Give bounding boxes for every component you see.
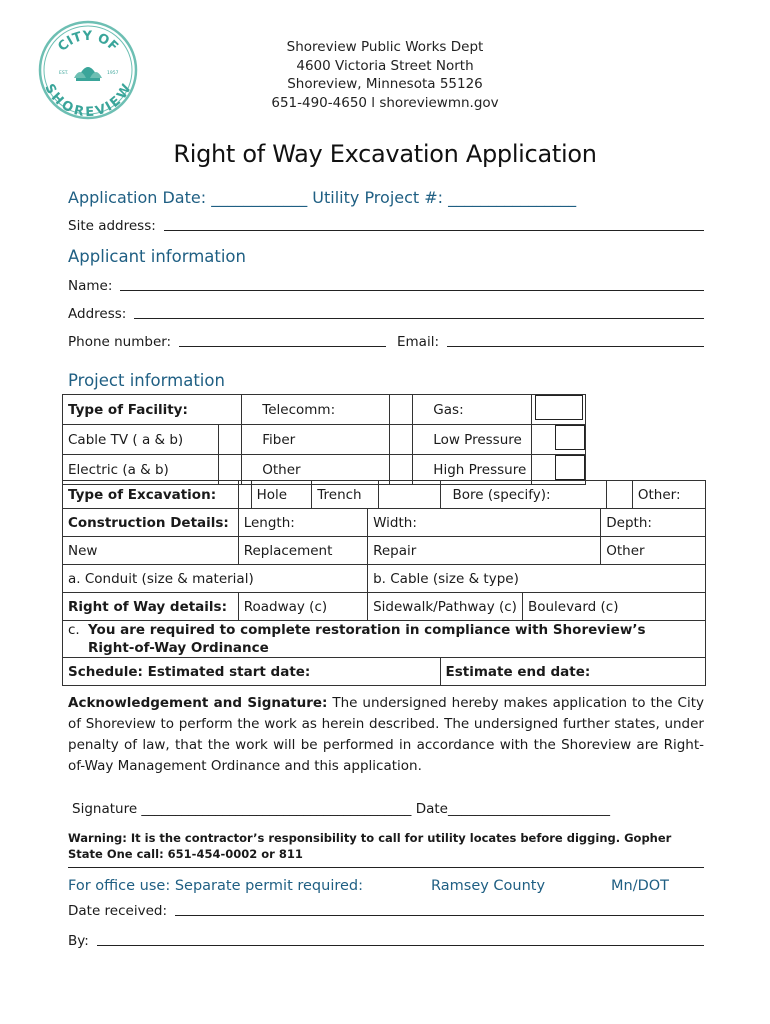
new-option[interactable]: New xyxy=(63,537,239,565)
email-row xyxy=(397,334,704,350)
gas-label: Gas: xyxy=(413,395,532,425)
ramsey-county-option[interactable]: Ramsey County xyxy=(431,878,546,894)
other-excavation-label[interactable]: Other: xyxy=(632,481,705,509)
hole-label: Hole xyxy=(251,481,312,509)
depth-field[interactable]: Depth: xyxy=(601,509,706,537)
construction-label: Construction Details: xyxy=(63,509,239,537)
street-address: 4600 Victoria Street North xyxy=(296,57,474,74)
schedule-start[interactable]: Schedule: Estimated start date: xyxy=(63,658,441,686)
seal-year: 1957 xyxy=(107,71,119,76)
facility-label: Type of Facility: xyxy=(63,395,242,425)
address-label: Address: xyxy=(68,306,127,322)
phone-row xyxy=(68,334,386,350)
low-pressure-checkbox[interactable] xyxy=(555,425,585,450)
width-field[interactable]: Width: xyxy=(368,509,601,537)
other-construction-option[interactable]: Other xyxy=(601,537,706,565)
fiber-checkbox[interactable] xyxy=(390,425,413,455)
form-title: Right of Way Excavation Application xyxy=(173,140,597,168)
trench-label: Trench xyxy=(312,481,379,509)
address-row xyxy=(68,306,704,322)
mndot-option[interactable]: Mn/DOT xyxy=(611,878,670,894)
high-pressure-checkbox[interactable] xyxy=(555,455,585,480)
name-label: Name: xyxy=(68,278,113,294)
table-row xyxy=(63,621,706,658)
cable-tv-label: Cable TV ( a & b) xyxy=(63,425,219,455)
fiber-label: Fiber xyxy=(242,425,390,455)
excavation-label: Type of Excavation: xyxy=(63,481,239,509)
table-row xyxy=(63,593,706,621)
warning-text: Warning: It is the contractor’s responsibility to call for utility locates before digging. Gopher State One call: 651-454-0002 or 811 xyxy=(68,831,672,861)
hole-checkbox[interactable] xyxy=(238,481,251,509)
table-row xyxy=(63,565,706,593)
sidewalk-option[interactable]: Sidewalk/Pathway (c) xyxy=(368,593,523,621)
seal-est: EST. xyxy=(59,71,69,76)
replacement-option[interactable]: Replacement xyxy=(238,537,367,565)
seal-bottom-text: SHOREVIEW xyxy=(41,81,135,120)
low-pressure-label: Low Pressure xyxy=(413,425,532,455)
phone-label: Phone number: xyxy=(68,334,172,350)
roadway-option[interactable]: Roadway (c) xyxy=(238,593,367,621)
table-row xyxy=(63,395,586,425)
table-row xyxy=(63,425,586,455)
conduit-field[interactable]: a. Conduit (size & material) xyxy=(63,565,368,593)
boulevard-option[interactable]: Boulevard (c) xyxy=(522,593,705,621)
details-table xyxy=(62,480,706,686)
acknowledgement-block xyxy=(68,693,704,777)
table-row xyxy=(63,509,706,537)
cable-field[interactable]: b. Cable (size & type) xyxy=(368,565,706,593)
department-header xyxy=(230,38,540,112)
date-received-row xyxy=(68,903,704,919)
high-pressure-label: High Pressure xyxy=(413,455,532,485)
gas-checkbox[interactable] xyxy=(535,395,583,420)
restoration-prefix: c. xyxy=(68,622,80,638)
city-state-zip: Shoreview, Minnesota 55126 xyxy=(287,76,483,92)
repair-option[interactable]: Repair xyxy=(368,537,601,565)
email-label: Email: xyxy=(397,334,440,350)
right-of-way-label: Right of Way details: xyxy=(63,593,239,621)
table-row xyxy=(63,658,706,686)
application-date-project-line[interactable]: Application Date: ____________ Utility Project #: ________________ xyxy=(68,188,577,207)
by-label: By: xyxy=(68,933,89,949)
phone-field[interactable] xyxy=(179,345,386,347)
date-received-label: Date received: xyxy=(68,903,168,919)
email-field[interactable] xyxy=(447,345,704,347)
office-use-label: For office use: Separate permit required: xyxy=(68,878,364,894)
other-facility-label: Other xyxy=(242,455,390,485)
signature-date-line[interactable]: Signature ________________________________________ Date________________________ xyxy=(72,801,610,817)
bore-checkbox[interactable] xyxy=(607,481,633,509)
site-address-label: Site address: xyxy=(68,218,156,234)
name-row xyxy=(68,278,704,294)
divider xyxy=(68,867,704,868)
restoration-note xyxy=(63,621,706,658)
acknowledgement-heading: Acknowledgement and Signature: xyxy=(68,695,328,711)
telecomm-checkbox[interactable] xyxy=(390,395,413,425)
org-name: Shoreview Public Works Dept xyxy=(286,39,484,55)
length-field[interactable]: Length: xyxy=(238,509,367,537)
by-field[interactable] xyxy=(97,944,704,946)
date-received-field[interactable] xyxy=(175,914,704,916)
site-address-row xyxy=(68,218,704,234)
project-heading: Project information xyxy=(68,371,225,390)
site-address-field[interactable] xyxy=(164,229,704,231)
restoration-text: You are required to complete restoration in compliance with Shoreview’s Right-of-Way Ordinance xyxy=(88,622,646,656)
acknowledgement-text: The undersigned hereby makes application to the City of Shoreview to perform the work as herein described. The undersigned further states, under penalty of law, that the work will be performed in accordance with the Shoreview are Right-of-Way Management Ordinance and this application. xyxy=(68,695,705,774)
table-row xyxy=(63,537,706,565)
table-row xyxy=(63,481,706,509)
cable-tv-checkbox[interactable] xyxy=(219,425,242,455)
telecomm-label: Telecomm: xyxy=(242,395,390,425)
applicant-heading: Applicant information xyxy=(68,247,246,266)
trench-checkbox[interactable] xyxy=(379,481,440,509)
city-seal-logo xyxy=(38,20,138,120)
electric-label: Electric (a & b) xyxy=(63,455,219,485)
contact-info: 651-490-4650 l shoreviewmn.gov xyxy=(271,94,499,111)
svg-text:SHOREVIEW xyxy=(41,82,134,120)
by-row xyxy=(68,933,704,949)
name-field[interactable] xyxy=(120,289,704,291)
schedule-end[interactable]: Estimate end date: xyxy=(440,658,705,686)
facility-table xyxy=(62,394,586,485)
seal-top-text: CITY OF xyxy=(55,28,121,55)
bore-label: Bore (specify): xyxy=(440,481,607,509)
address-field[interactable] xyxy=(134,317,704,319)
